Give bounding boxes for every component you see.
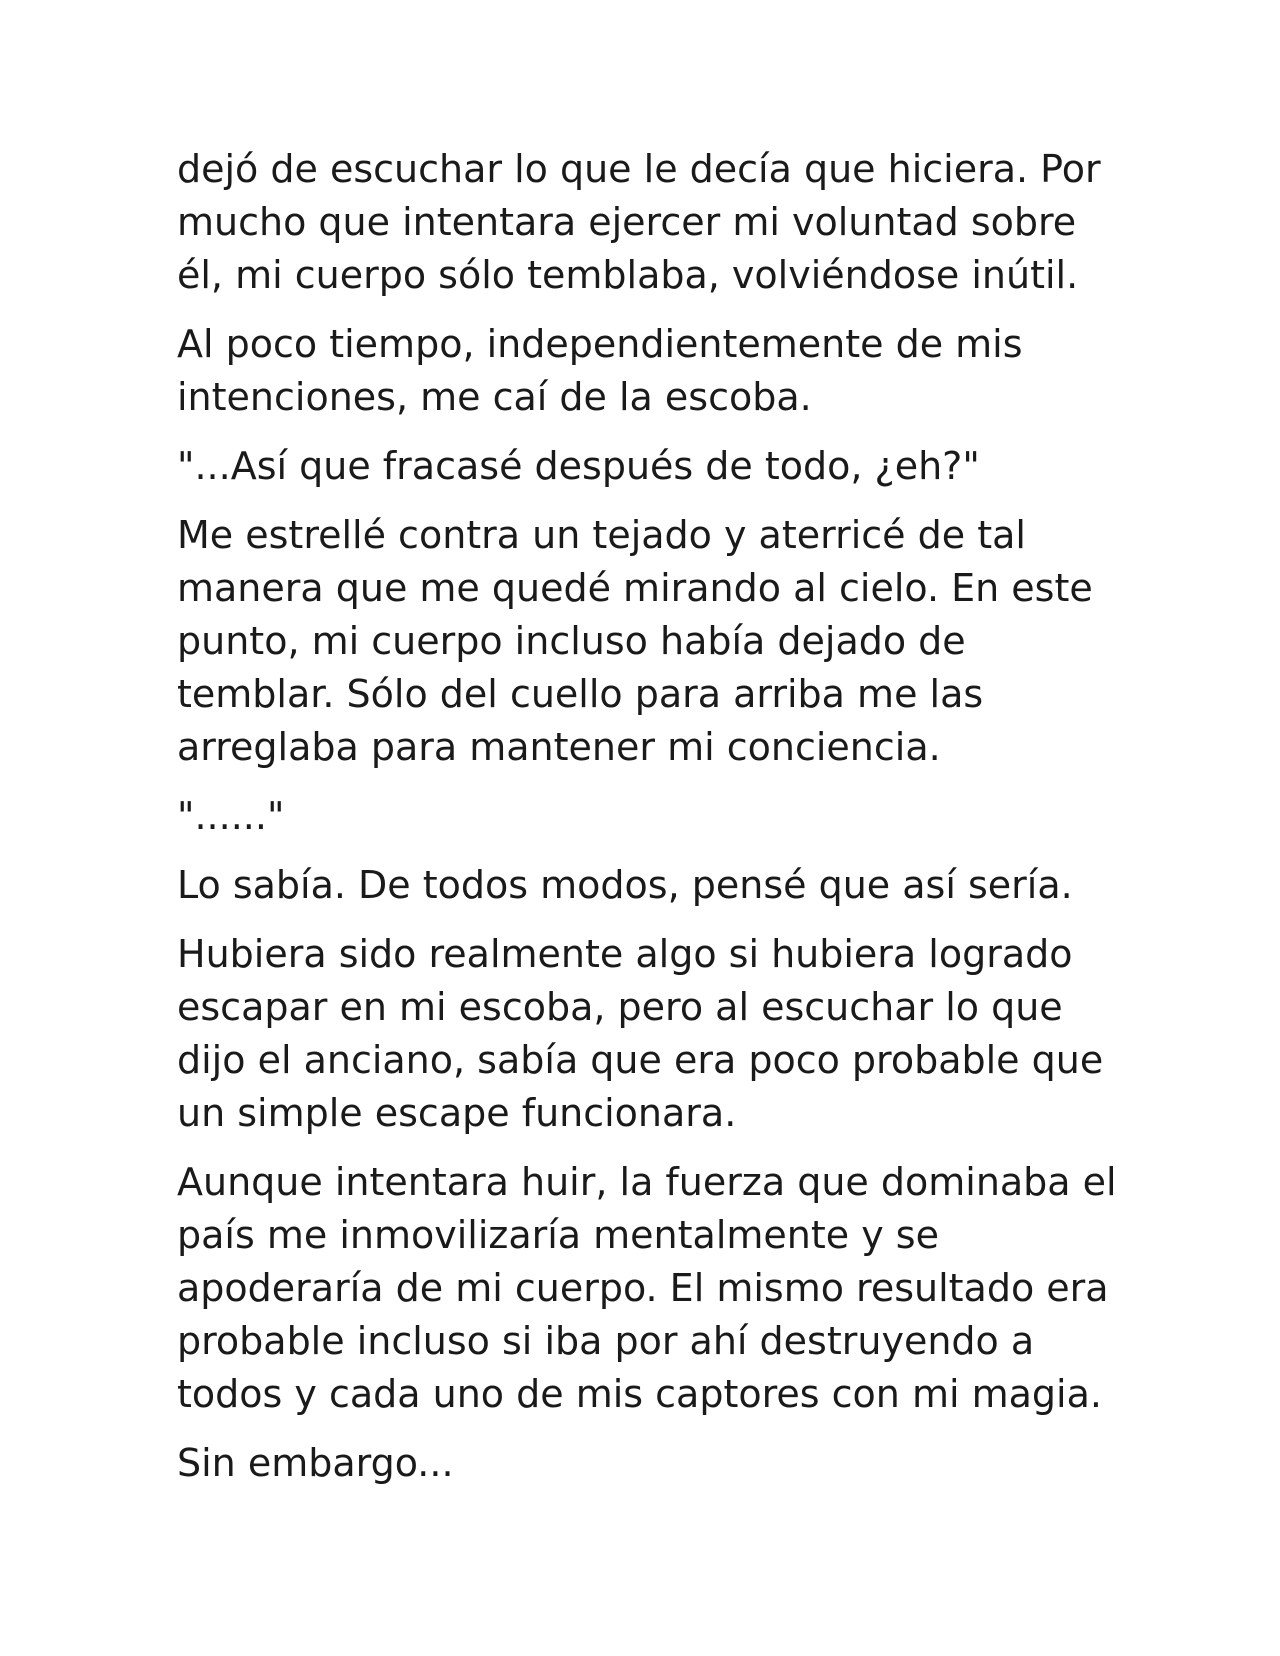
paragraph: Sin embargo...: [177, 1441, 454, 1485]
body-text: [177, 143, 1117, 1506]
paragraph: Me estrellé contra un tejado y aterricé de tal manera que me quedé mirando al cielo. En este punto, mi cuerpo incluso había dejado de temblar. Sólo del cuello para arriba me las arreglaba para mantener mi conciencia.: [177, 513, 1093, 769]
paragraph: "......": [177, 794, 285, 838]
paragraph: Lo sabía. De todos modos, pensé que así sería.: [177, 863, 1073, 907]
paragraph: "...Así que fracasé después de todo, ¿eh?": [177, 444, 980, 488]
paragraph: dejó de escuchar lo que le decía que hiciera. Por mucho que intentara ejercer mi voluntad sobre él, mi cuerpo sólo temblaba, volviéndose inútil.: [177, 147, 1101, 297]
paragraph: Hubiera sido realmente algo si hubiera logrado escapar en mi escoba, pero al escuchar lo que dijo el anciano, sabía que era poco probable que un simple escape funcionara.: [177, 932, 1104, 1135]
paragraph: Aunque intentara huir, la fuerza que dominaba el país me inmovilizaría mentalmente y se apoderaría de mi cuerpo. El mismo resultado era probable incluso si iba por ahí destruyendo a todos y cada uno de mis captores con mi magia.: [177, 1160, 1117, 1416]
paragraph: Al poco tiempo, independientemente de mis intenciones, me caí de la escoba.: [177, 322, 1023, 419]
